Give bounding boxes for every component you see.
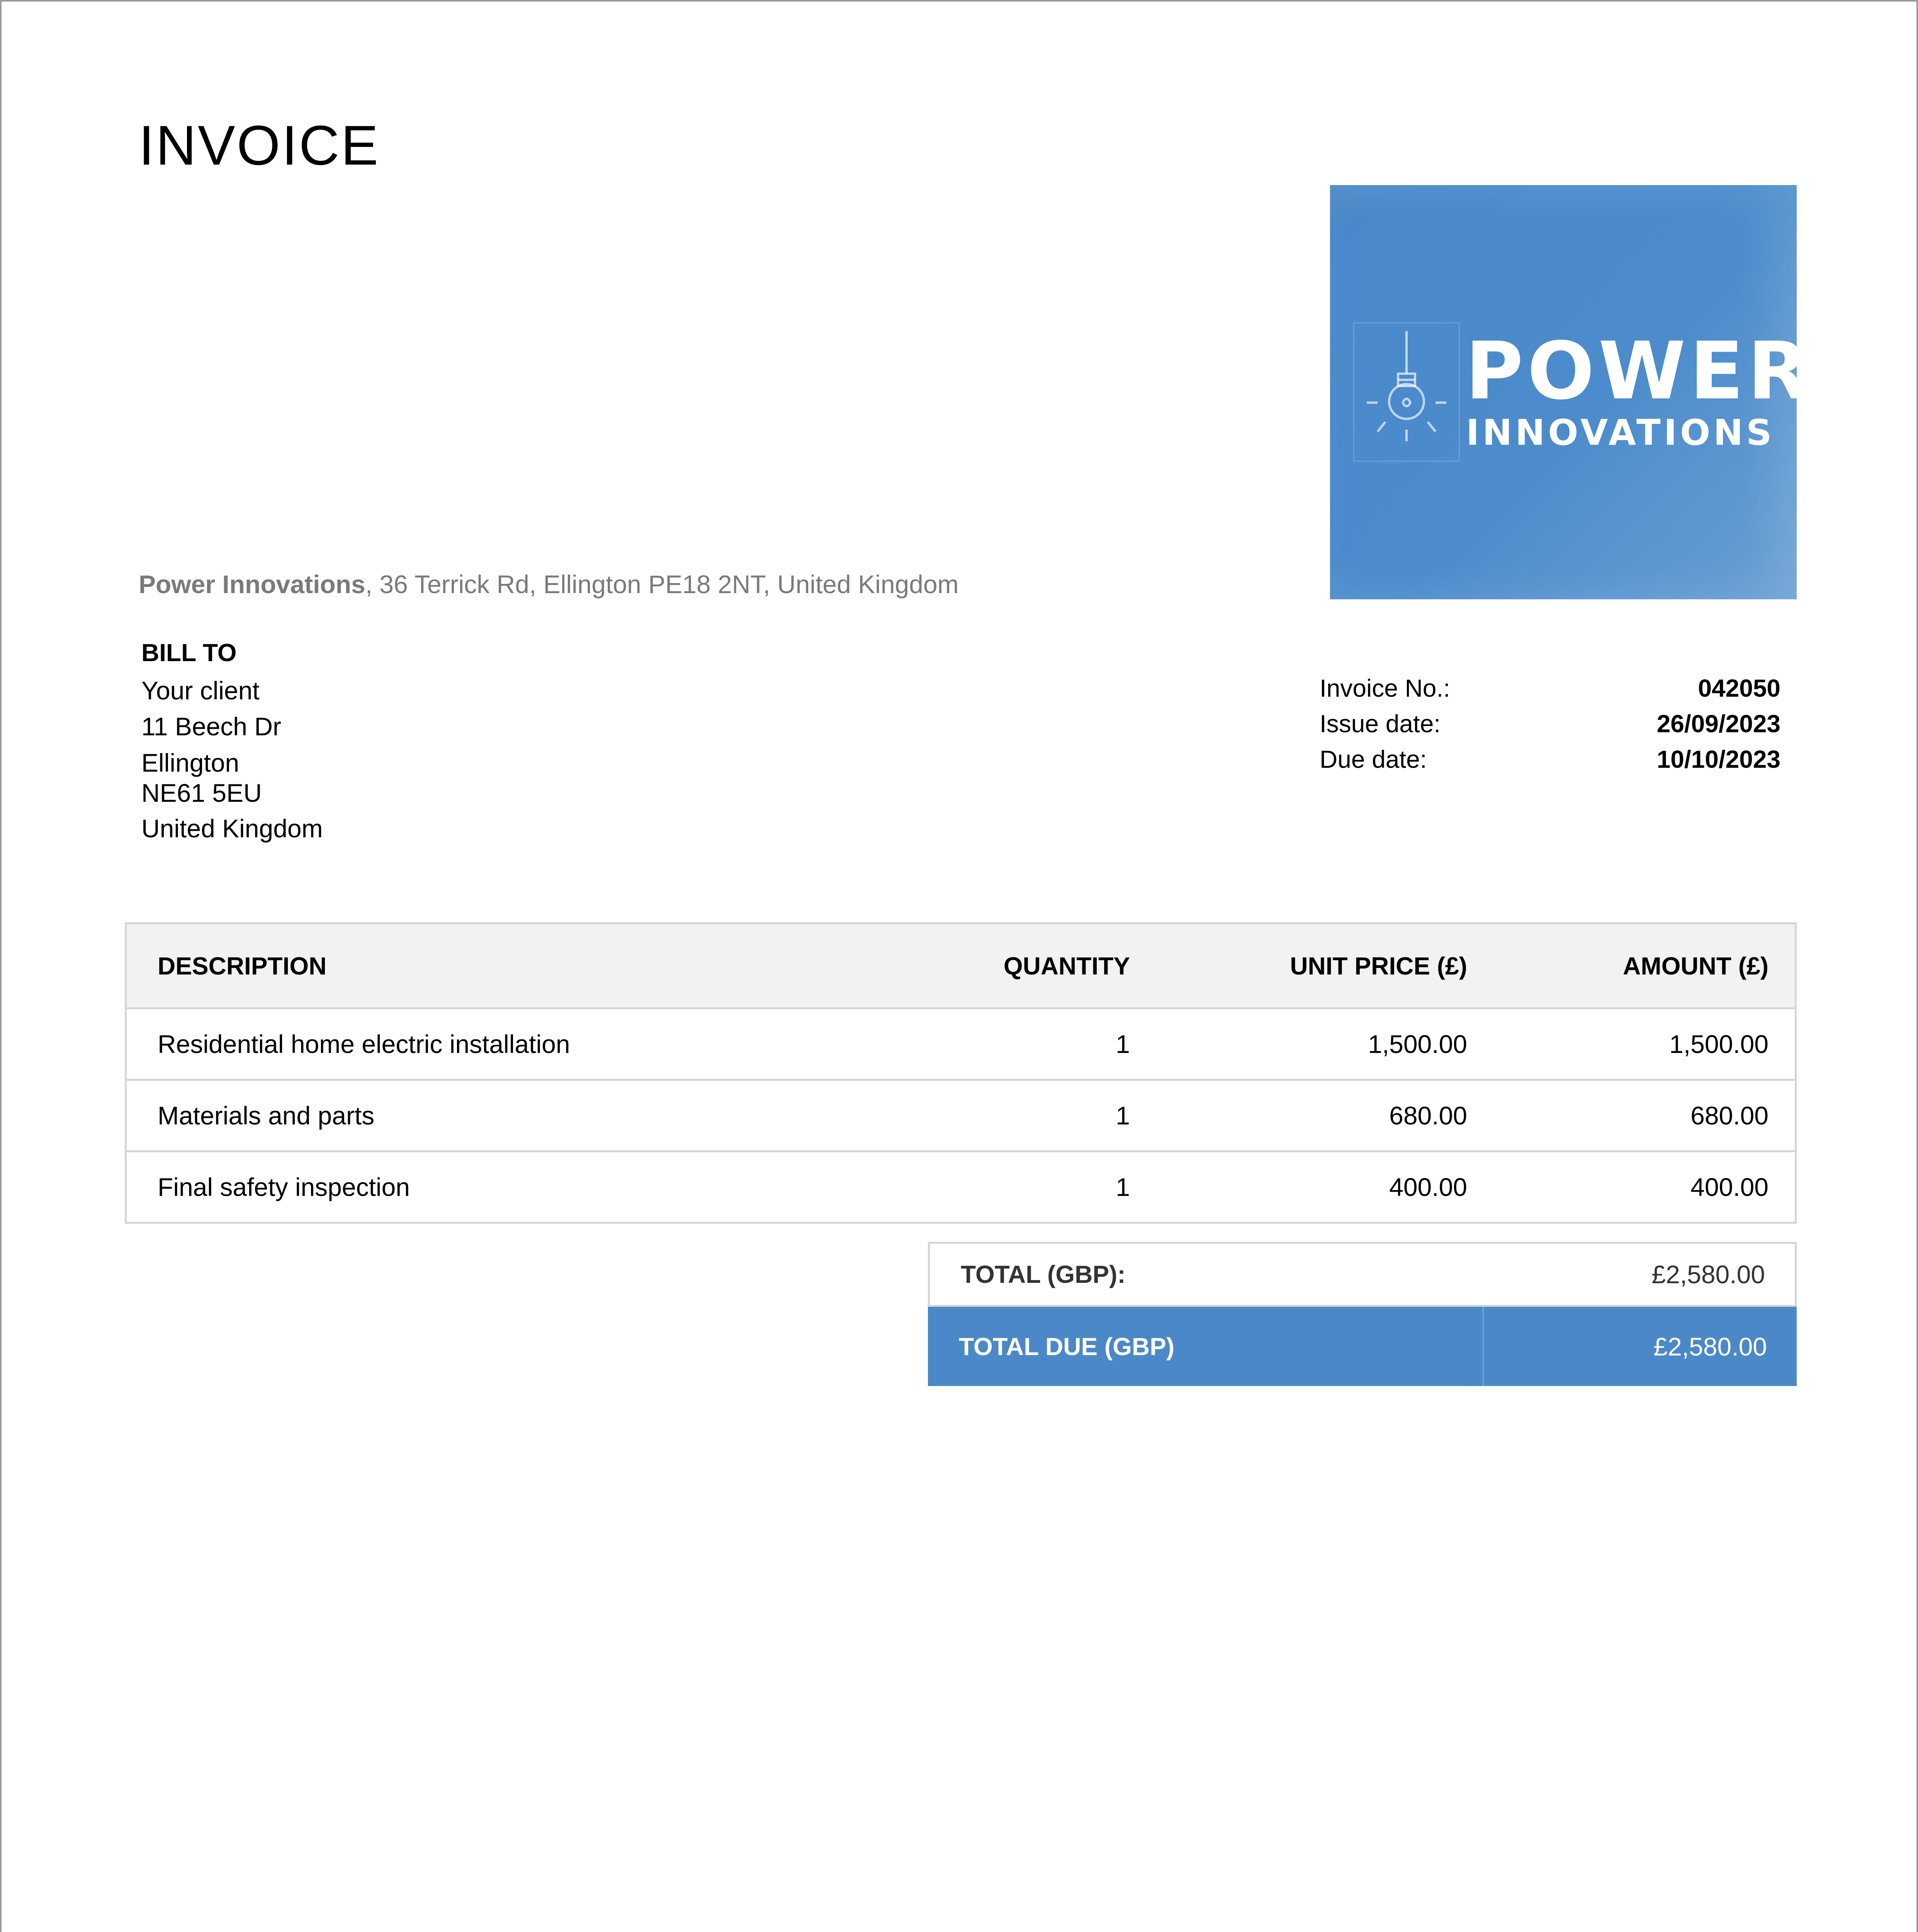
client-street: 11 Beech Dr <box>141 712 281 741</box>
total-due-value: £2,580.00 <box>1653 1332 1767 1361</box>
table-header <box>127 924 1795 1007</box>
total-due-label: TOTAL DUE (GBP) <box>959 1332 1175 1361</box>
client-postcode: NE61 5EU <box>141 779 262 807</box>
total-value: £2,580.00 <box>1651 1260 1765 1289</box>
bill-to-heading: BILL TO <box>141 639 237 667</box>
header-unit-price: UNIT PRICE (£) <box>1290 952 1467 980</box>
client-city: Ellington <box>141 748 240 777</box>
item-quantity: 1 <box>1116 1030 1130 1058</box>
client-name: Your client <box>141 676 260 705</box>
total-due-divider <box>1483 1307 1484 1386</box>
issue-date-label: Issue date: <box>1320 710 1441 738</box>
sender-name: Power Innovations <box>139 570 365 599</box>
table-row <box>127 1007 1795 1079</box>
document-title: INVOICE <box>139 114 380 177</box>
total-due-row <box>928 1307 1797 1386</box>
issue-date-value: 26/09/2023 <box>1656 710 1780 738</box>
table-row <box>127 1079 1795 1150</box>
line-items-table <box>125 922 1797 1224</box>
item-unit-price: 1,500.00 <box>1368 1030 1467 1058</box>
header-description: DESCRIPTION <box>158 952 327 980</box>
item-amount: 680.00 <box>1690 1101 1769 1130</box>
total-label: TOTAL (GBP): <box>961 1260 1126 1288</box>
sender-address <box>139 570 959 599</box>
invoice-number-value: 042050 <box>1698 674 1780 702</box>
company-logo <box>1330 185 1813 599</box>
client-country: United Kingdom <box>141 814 323 843</box>
due-date-value: 10/10/2023 <box>1656 745 1780 773</box>
item-description: Residential home electric installation <box>158 1030 570 1058</box>
table-row <box>127 1150 1795 1222</box>
item-description: Materials and parts <box>158 1101 375 1130</box>
logo-wordmark-line1: POWER <box>1465 325 1813 417</box>
header-amount: AMOUNT (£) <box>1623 952 1769 980</box>
item-description: Final safety inspection <box>158 1173 410 1201</box>
sender-address-text: , 36 Terrick Rd, Ellington PE18 2NT, United Kingdom <box>365 570 959 599</box>
logo-wordmark-line2: INNOVATIONS <box>1466 412 1775 453</box>
invoice-number-label: Invoice No.: <box>1320 674 1450 702</box>
light-bulb-icon <box>1353 322 1460 462</box>
item-quantity: 1 <box>1116 1173 1130 1201</box>
item-unit-price: 400.00 <box>1389 1173 1467 1201</box>
item-amount: 1,500.00 <box>1669 1030 1769 1058</box>
item-amount: 400.00 <box>1690 1173 1769 1201</box>
item-unit-price: 680.00 <box>1389 1101 1467 1130</box>
totals-box <box>928 1242 1797 1386</box>
item-quantity: 1 <box>1116 1101 1130 1130</box>
header-quantity: QUANTITY <box>1003 952 1130 980</box>
due-date-label: Due date: <box>1320 745 1427 773</box>
total-row <box>928 1242 1797 1307</box>
